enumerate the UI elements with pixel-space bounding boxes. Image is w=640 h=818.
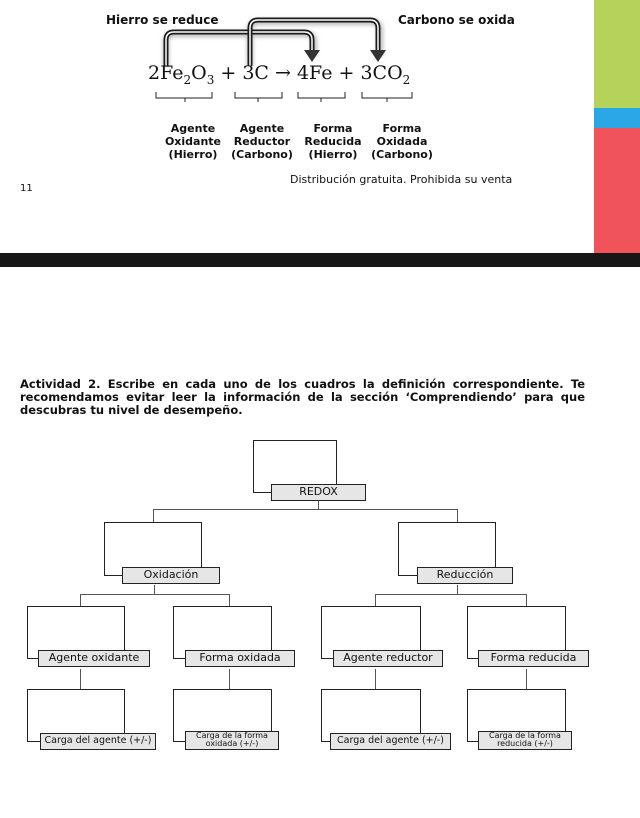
equation-subscript: 2	[402, 72, 411, 87]
reduction-label: Reducción	[417, 567, 513, 584]
connector-line	[526, 594, 527, 606]
redox-label: REDOX	[271, 484, 366, 501]
connector-line	[153, 509, 458, 510]
connector-line	[375, 669, 376, 689]
label-line: Oxidada	[376, 135, 428, 148]
reduced-form-charge-label: Carga de la forma reducida (+/-)	[478, 731, 572, 750]
label-reducing-agent	[222, 122, 302, 161]
connector-line	[80, 669, 81, 689]
reducing-agent-charge-label: Carga del agente (+/-)	[330, 733, 451, 750]
iron-reduction-arrow	[166, 32, 320, 66]
connector-line	[375, 594, 527, 595]
connector-line	[229, 669, 230, 689]
label-line: Oxidante	[164, 135, 222, 148]
term-braces	[156, 92, 412, 102]
connector-line	[229, 594, 230, 606]
carbon-oxidation-arrow	[250, 20, 386, 66]
carbon-oxidizes-label: Carbono se oxida	[398, 13, 515, 27]
oxidizing-agent-charge-label: Carga del agente (+/-)	[40, 733, 156, 750]
label-line: Forma	[382, 122, 422, 135]
connector-line	[457, 509, 458, 522]
redox-equation	[148, 62, 410, 87]
redox-arrows	[0, 0, 594, 120]
reducing-agent-label: Agente reductor	[333, 650, 443, 667]
oxidizing-agent-label: Agente oxidante	[38, 650, 150, 667]
equation-part: O	[191, 62, 207, 84]
reduced-form-label: Forma reducida	[478, 650, 589, 667]
connector-line	[80, 594, 230, 595]
decorative-green-bar	[594, 0, 640, 108]
label-line: (Hierro)	[168, 148, 218, 161]
page-separator-band	[0, 253, 640, 267]
equation-subscript: 3	[206, 72, 215, 87]
label-line: Forma	[313, 122, 353, 135]
label-line: Agente	[239, 122, 285, 135]
connector-line	[318, 500, 319, 510]
equation-part: 2Fe	[148, 62, 184, 84]
label-oxidizing-agent	[153, 122, 233, 161]
distribution-note: Distribución gratuita. Prohibida su venta	[290, 173, 513, 186]
oxidized-form-charge-label: Carga de la forma oxidada (+/-)	[185, 731, 279, 750]
label-oxidized-form	[362, 122, 442, 161]
label-line: Agente	[170, 122, 216, 135]
decorative-blue-bar	[594, 108, 640, 128]
label-line: (Carbono)	[371, 148, 433, 161]
decorative-red-bar	[594, 128, 640, 253]
connector-line	[526, 669, 527, 689]
connector-line	[80, 594, 81, 606]
oxidized-form-label: Forma oxidada	[185, 650, 295, 667]
oxidation-label: Oxidación	[122, 567, 220, 584]
page-number: 11	[20, 183, 33, 194]
connector-line	[153, 509, 154, 522]
connector-line	[375, 594, 376, 606]
label-line: Reducida	[304, 135, 362, 148]
label-reduced-form	[293, 122, 373, 161]
iron-reduces-label: Hierro se reduce	[106, 13, 219, 27]
connector-line	[154, 585, 155, 595]
equation-part: + 3C → 4Fe + 3CO	[214, 62, 403, 84]
activity-instructions: Actividad 2. Escribe en cada uno de los cuadros la definición correspondiente. Te recomendamos evitar leer la información de la sección ‘Comprendiendo’ para que descubras tu nivel de desempeño.	[20, 377, 585, 417]
label-line: (Carbono)	[231, 148, 293, 161]
connector-line	[457, 585, 458, 595]
label-line: (Hierro)	[308, 148, 358, 161]
label-line: Reductor	[233, 135, 291, 148]
equation-subscript: 2	[183, 72, 192, 87]
